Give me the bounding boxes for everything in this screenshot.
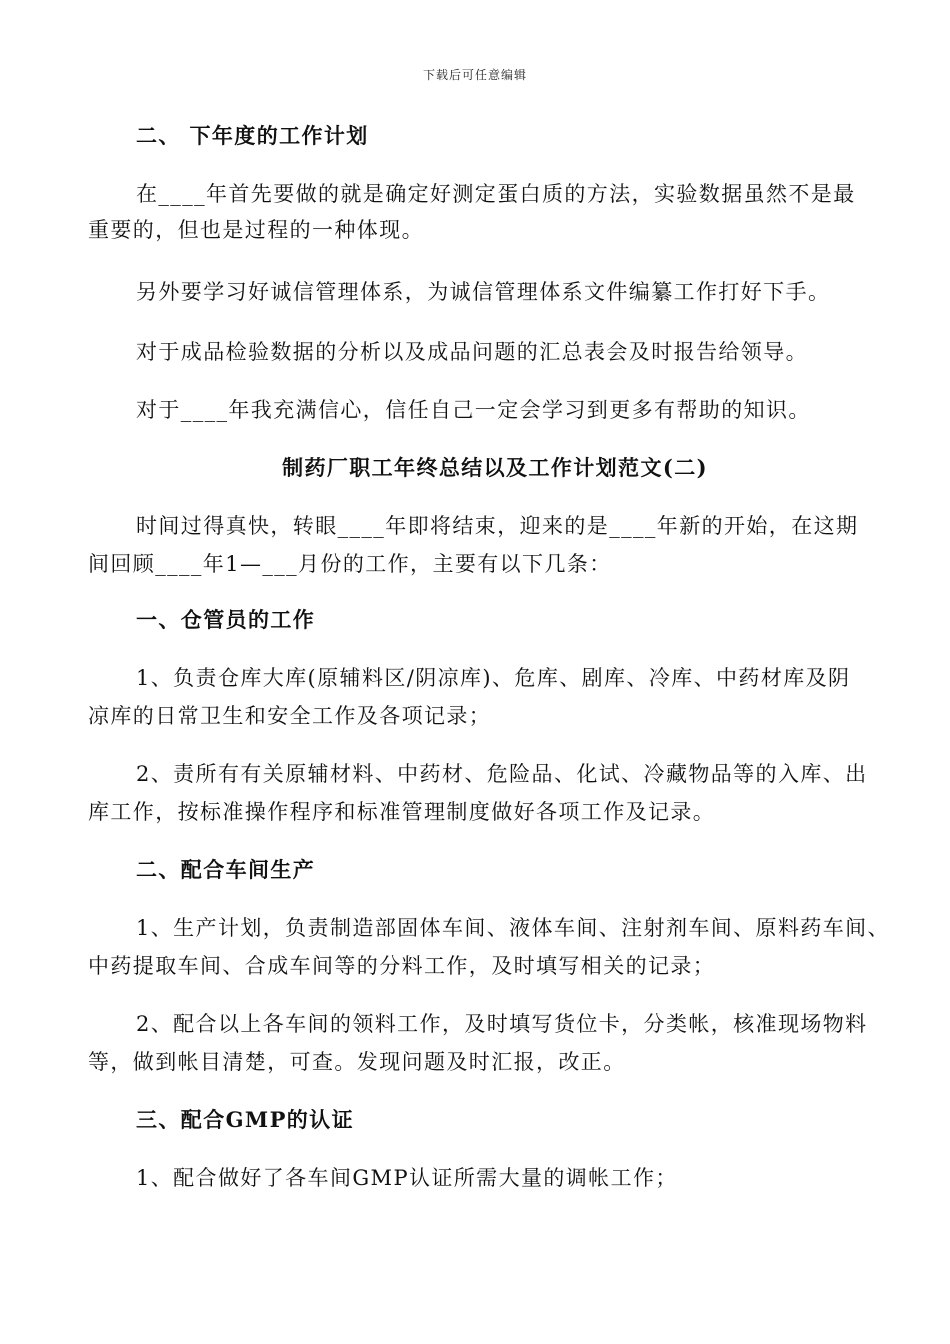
paragraph-line: 时间过得真快，转眼____年即将结束，迎来的是____年新的开始，在这期 xyxy=(136,514,859,538)
section-heading: 三、配合GMP的认证 xyxy=(136,1107,354,1132)
paragraph-line: 凉库的日常卫生和安全工作及各项记录； xyxy=(88,704,492,728)
section-heading-plan: 二、 下年度的工作计划 xyxy=(136,123,369,148)
paragraph-line: 2、配合以上各车间的领料工作，及时填写货位卡，分类帐，核准现场物料 xyxy=(136,1012,868,1036)
paragraph-line: 2、责所有有关原辅材料、中药材、危险品、化试、冷藏物品等的入库、出 xyxy=(136,762,868,786)
paragraph-line: 对于____年我充满信心，信任自己一定会学习到更多有帮助的知识。 xyxy=(136,398,811,422)
document-title: 制药厂职工年终总结以及工作计划范文(二) xyxy=(282,455,708,480)
paragraph-line: 1、负责仓库大库(原辅料区/阴凉库)、危库、剧库、冷库、中药材库及阴 xyxy=(136,666,851,690)
paragraph-line: 库工作，按标准操作程序和标准管理制度做好各项工作及记录。 xyxy=(88,800,716,824)
paragraph-line: 在____年首先要做的就是确定好测定蛋白质的方法，实验数据虽然不是最 xyxy=(136,182,856,206)
paragraph-line: 对于成品检验数据的分析以及成品问题的汇总表会及时报告给领导。 xyxy=(136,340,808,364)
section-heading: 二、配合车间生产 xyxy=(136,857,316,882)
paragraph-line: 1、配合做好了各车间GMP认证所需大量的调帐工作； xyxy=(136,1166,678,1190)
paragraph-line: 等，做到帐目清楚，可查。发现问题及时汇报，改正。 xyxy=(88,1050,626,1074)
paragraph-line: 1、生产计划，负责制造部固体车间、液体车间、注射剂车间、原料药车间、 xyxy=(136,916,890,940)
header-note: 下载后可任意编辑 xyxy=(422,68,527,82)
paragraph-line: 重要的，但也是过程的一种体现。 xyxy=(88,218,424,242)
paragraph-line: 间回顾____年1—___月份的工作，主要有以下几条： xyxy=(88,552,612,576)
paragraph-line: 中药提取车间、合成车间等的分料工作，及时填写相关的记录； xyxy=(88,954,716,978)
paragraph-line: 另外要学习好诚信管理体系，为诚信管理体系文件编纂工作打好下手。 xyxy=(136,280,831,304)
section-heading: 一、仓管员的工作 xyxy=(136,607,316,632)
